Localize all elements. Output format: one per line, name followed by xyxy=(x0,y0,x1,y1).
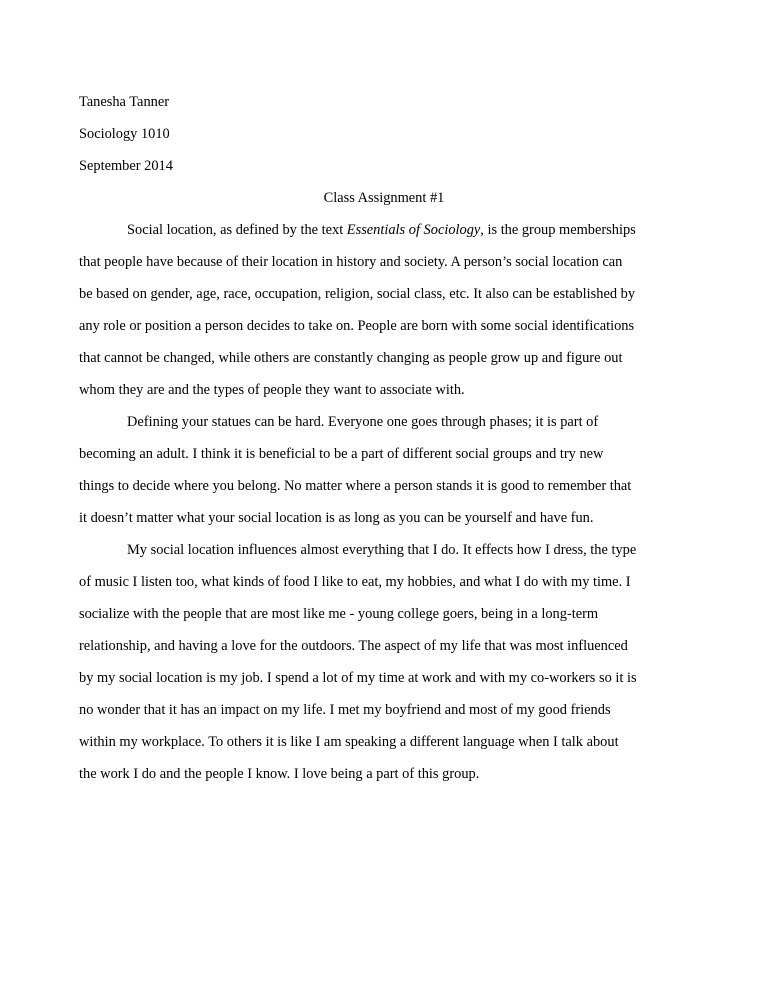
assignment-title: Class Assignment #1 xyxy=(323,190,445,206)
paragraph-3-line-6: no wonder that it has an impact on my life. I met my boyfriend and most of my good friends xyxy=(79,702,611,718)
paragraph-3-line-3: socialize with the people that are most like me - young college goers, being in a long-term xyxy=(79,606,599,622)
paragraph-1-line-1-post: , is the group memberships xyxy=(480,222,636,238)
paragraph-1-line-6: whom they are and the types of people they want to associate with. xyxy=(79,382,465,398)
assignment-date: September 2014 xyxy=(79,158,173,174)
author-name: Tanesha Tanner xyxy=(79,94,170,110)
paragraph-3-line-5: by my social location is my job. I spend a lot of my time at work and with my co-workers so it is xyxy=(79,670,637,686)
paragraph-1-line-5: that cannot be changed, while others are constantly changing as people grow up and figure out xyxy=(79,350,623,366)
paragraph-1-line-4: any role or position a person decides to take on. People are born with some social identifications xyxy=(79,318,635,334)
paragraph-3-line-4: relationship, and having a love for the outdoors. The aspect of my life that was most influenced xyxy=(79,638,628,654)
paragraph-3-line-2: of music I listen too, what kinds of food I like to eat, my hobbies, and what I do with my time. I xyxy=(79,574,631,590)
paragraph-3-line-1: My social location influences almost everything that I do. It effects how I dress, the type xyxy=(127,542,637,558)
paragraph-2-line-2: becoming an adult. I think it is beneficial to be a part of different social groups and try new xyxy=(79,446,604,462)
paragraph-2-line-4: it doesn’t matter what your social location is as long as you can be yourself and have fun. xyxy=(79,510,594,526)
paragraph-1-line-3: be based on gender, age, race, occupation, religion, social class, etc. It also can be established by xyxy=(79,286,636,302)
paragraph-1-line-1 xyxy=(127,221,636,239)
course-name: Sociology 1010 xyxy=(79,126,170,142)
paragraph-2-line-3: things to decide where you belong. No matter where a person stands it is good to remember that xyxy=(79,478,632,494)
paragraph-1-line-2: that people have because of their location in history and society. A person’s social location can xyxy=(79,254,623,270)
paragraph-3-line-7: within my workplace. To others it is like I am speaking a different language when I talk about xyxy=(79,734,619,750)
book-title: Essentials of Sociology xyxy=(346,222,481,238)
paragraph-1-line-1-pre: Social location, as defined by the text xyxy=(127,222,347,238)
paragraph-3-line-8: the work I do and the people I know. I love being a part of this group. xyxy=(79,766,480,782)
paragraph-2-line-1: Defining your statues can be hard. Everyone one goes through phases; it is part of xyxy=(127,414,599,430)
